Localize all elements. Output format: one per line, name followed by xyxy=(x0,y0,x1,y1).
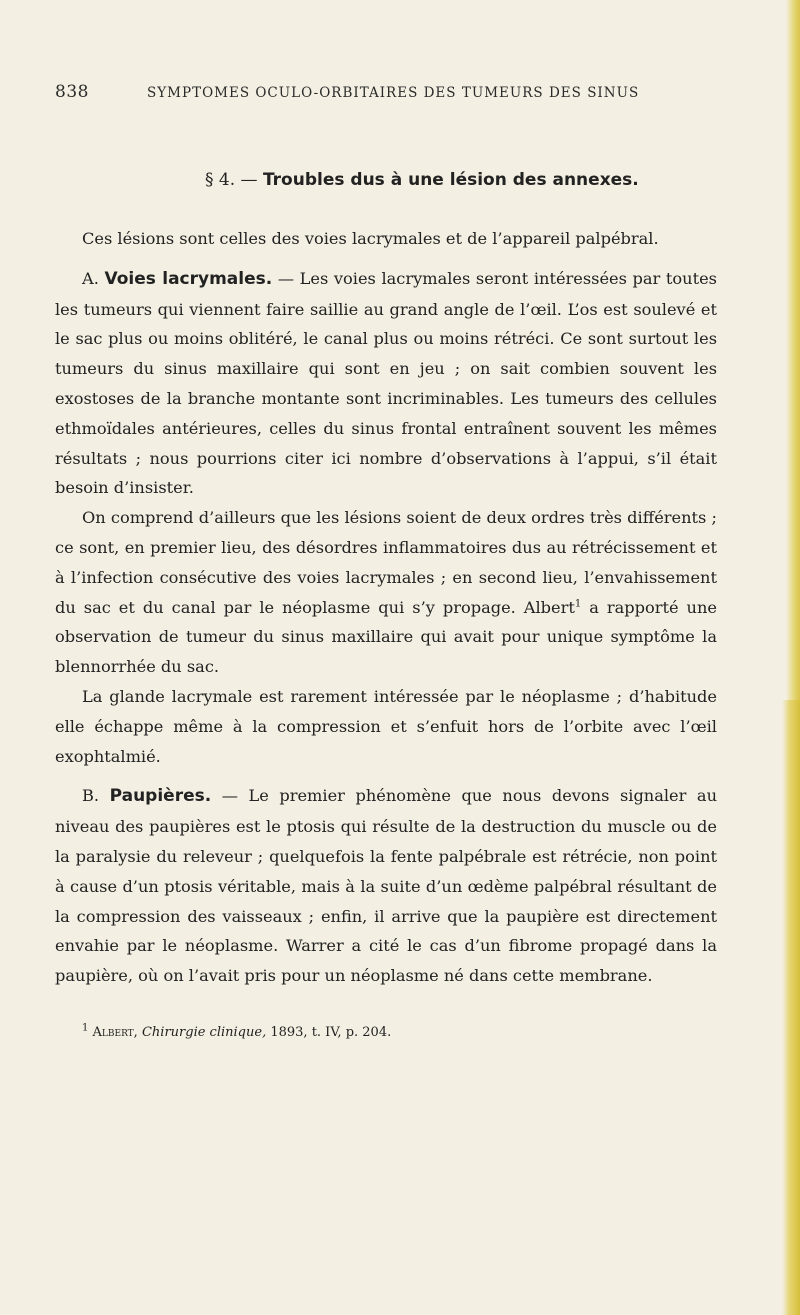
footnote-number: 1 xyxy=(82,1022,89,1034)
subsection-a-title: Voies lacrymales. xyxy=(104,268,273,289)
subsection-b-text: — Le premier phénomène que nous devons signaler au niveau des paupières est le ptosis qui résulte de la destruction du muscle ou de la paralysie du releveur ; quelquefois la fente palpébrale est rétrécie, non point à cause d’un ptosis véritable, mais à la suite d’un œdème palpébral résultant de la compression des vaisseaux ; enfin, il arrive que la paupière est directement envahie par le néoplasme. Warrer a cité le cas d’un fibrome propagé dans la paupière, où on l’avait pris pour un néoplasme né dans cette membrane. xyxy=(55,786,717,986)
footnote xyxy=(82,1022,392,1040)
footnote-ref: 1 xyxy=(574,598,582,610)
body-text xyxy=(55,224,717,991)
footnote-work: Chirurgie clinique, xyxy=(141,1025,267,1040)
paragraph-paupieres xyxy=(55,781,717,991)
section-heading xyxy=(205,170,639,190)
paragraph-3-text: La glande lacrymale est rarement intéressée par le néoplasme ; d’habitude elle échappe même à la compression et s’enfuit hors de l’orbite avec l’œil exophtalmié. xyxy=(55,686,717,766)
subsection-b-title: Paupières. xyxy=(109,786,212,807)
paragraph-2-text-after: a rapporté une observation de tumeur du sinus maxillaire qui avait pour unique symptôme la blennorrhée du sac. xyxy=(55,597,717,677)
subsection-a-text: — Les voies lacrymales seront intéressées par toutes les tumeurs qui viennent faire saillie au grand angle de l’œil. L’os est soulevé et le sac plus ou moins oblitéré, le canal plus ou moins rétréci. Ce sont surtout les tumeurs du sinus maxillaire qui sont en jeu ; on sait combien souvent les exostoses de la branche montante sont incriminables. Les tumeurs des cellules ethmoïdales antérieures, celles du sinus frontal entraînent souvent les mêmes résultats ; nous pourrions citer ici nombre d’observations à l’appui, s’il était besoin d’insister. xyxy=(55,268,717,498)
subsection-b-label: B. xyxy=(82,786,100,806)
footnote-author: Albert, xyxy=(92,1025,138,1040)
page-header xyxy=(55,82,755,106)
section-marker: § 4. — xyxy=(205,170,258,190)
intro-paragraph xyxy=(55,224,717,254)
page-edge-stain-lower xyxy=(782,700,800,1315)
paragraph-glande-lacrymale xyxy=(55,682,717,771)
paragraph-deux-ordres xyxy=(55,503,717,682)
paragraph-voies-lacrymales xyxy=(55,264,717,503)
subsection-a-label: A. xyxy=(82,268,99,288)
running-title: SYMPTOMES OCULO-ORBITAIRES DES TUMEURS DES SINUS xyxy=(147,85,640,101)
page-number: 838 xyxy=(55,82,89,102)
section-title: Troubles dus à une lésion des annexes. xyxy=(262,170,639,190)
intro-text: Ces lésions sont celles des voies lacrymales et de l’appareil palpébral. xyxy=(82,229,659,248)
footnote-details: 1893, t. IV, p. 204. xyxy=(270,1025,392,1040)
paragraph-2-text-before: On comprend d’ailleurs que les lésions soient de deux ordres très différents ; ce sont, en premier lieu, des désordres inflammatoires dus au rétrécissement et à l’infection consécutive des voies lacrymales ; en second lieu, l’envahissement du sac et du canal par le néoplasme qui s’y propage. Albert xyxy=(55,508,717,617)
